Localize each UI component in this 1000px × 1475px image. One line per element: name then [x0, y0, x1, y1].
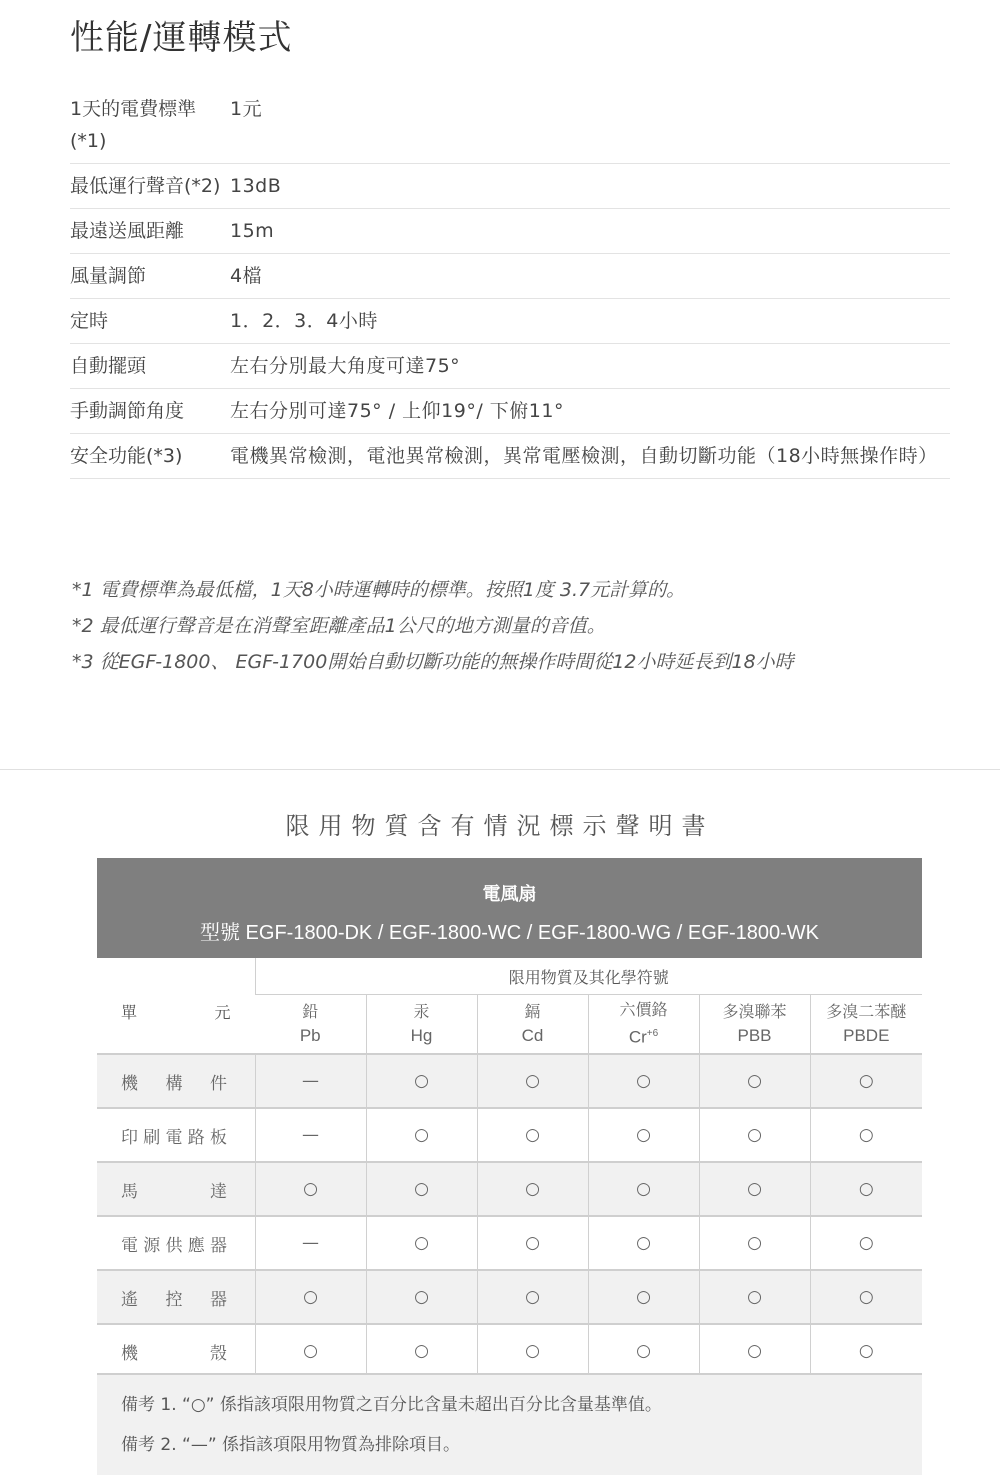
- substance-symbol: [478, 1024, 588, 1048]
- substance-value: ○: [477, 1270, 588, 1324]
- model-list: EGF-1800-DK / EGF-1800-WC / EGF-1800-WG / EGF-1800-WK: [245, 922, 820, 944]
- spec-label: 自動擺頭: [70, 355, 147, 377]
- spec-value: 4檔: [230, 265, 263, 287]
- table-row: [97, 1270, 922, 1324]
- spec-row: [70, 254, 950, 299]
- page-title: 性能/運轉模式: [70, 18, 293, 58]
- substance-value: ○: [588, 1108, 699, 1162]
- table-row: [97, 1324, 922, 1377]
- unit-name: [97, 1162, 255, 1216]
- substance-value: ○: [699, 1054, 810, 1108]
- substance-value: ○: [366, 1108, 477, 1162]
- spec-row: [70, 164, 950, 209]
- substance-value: ○: [366, 1270, 477, 1324]
- substance-value: ○: [810, 1162, 922, 1216]
- table-row: [97, 1054, 922, 1108]
- spec-row: [70, 209, 950, 254]
- substance-header: [366, 995, 477, 1055]
- unit-name-char: 板: [210, 1127, 227, 1148]
- substance-value: ○: [588, 1324, 699, 1377]
- substance-name: 汞: [413, 1002, 430, 1021]
- unit-name-char: 機: [121, 1343, 138, 1364]
- substance-value: ○: [255, 1270, 366, 1324]
- substance-value: ○: [366, 1216, 477, 1270]
- substance-value: ○: [477, 1162, 588, 1216]
- unit-name-char: 路: [187, 1127, 205, 1148]
- footnote: *1 電費標準為最低檔，1天8小時運轉時的標準。按照1度 3.7元計算的。: [72, 579, 686, 601]
- unit-name-char: 殼: [210, 1343, 227, 1364]
- spec-value: 13dB: [230, 175, 282, 197]
- unit-header-char: 元: [214, 1003, 231, 1022]
- substance-value: ○: [588, 1162, 699, 1216]
- substance-symbol: [367, 1024, 477, 1048]
- substance-header: [810, 995, 922, 1055]
- substance-symbol: [811, 1024, 923, 1048]
- substance-value: ○: [477, 1324, 588, 1377]
- substance-symbol: [589, 1022, 699, 1050]
- table-row: [97, 1216, 922, 1270]
- spec-label: 最遠送風距離: [70, 220, 185, 242]
- substance-name: 多溴聯苯: [722, 1002, 787, 1021]
- spec-value: 電機異常檢測，電池異常檢測，異常電壓檢測，自動切斷功能（18小時無操作時）: [230, 445, 938, 467]
- substance-value: —: [255, 1054, 366, 1108]
- unit-name-char: 器: [210, 1289, 227, 1310]
- unit-name-char: 印: [121, 1127, 138, 1148]
- substance-symbol-text: Cr: [628, 1027, 647, 1047]
- unit-name-char: 達: [210, 1181, 227, 1202]
- spec-row: [70, 389, 950, 434]
- substance-value: ○: [699, 1270, 810, 1324]
- substance-name: 六價鉻: [619, 1000, 668, 1020]
- substance-table: [97, 958, 922, 1377]
- substance-name: 多溴二苯醚: [826, 1002, 907, 1021]
- model-line: [97, 916, 922, 945]
- spec-row: [70, 87, 950, 164]
- model-label: 型號: [199, 922, 240, 944]
- spec-label: 定時: [70, 310, 109, 332]
- substance-symbol: [700, 1024, 810, 1048]
- spec-label: 1天的電費標準(*1): [70, 98, 197, 152]
- substance-symbol-text: PBDE: [843, 1026, 890, 1045]
- substance-value: ○: [477, 1054, 588, 1108]
- unit-name-char: 控: [165, 1289, 183, 1310]
- substance-value: ○: [477, 1108, 588, 1162]
- substance-value: —: [255, 1108, 366, 1162]
- footnote: *3 從EGF-1800、 EGF-1700開始自動切斷功能的無操作時間從12小時延長到18小時: [72, 651, 794, 673]
- spec-row: [70, 344, 950, 389]
- substance-value: ○: [588, 1054, 699, 1108]
- substance-symbol: [255, 1024, 366, 1048]
- substance-value: ○: [810, 1108, 922, 1162]
- spec-value: 左右分別可達75° / 上仰19°/ 下俯11°: [230, 400, 564, 422]
- substance-value: ○: [477, 1216, 588, 1270]
- substance-header: [255, 995, 366, 1055]
- declaration-header: [97, 858, 922, 958]
- substance-value: ○: [810, 1324, 922, 1377]
- spec-row: [70, 299, 950, 344]
- unit-name-char: 電: [121, 1235, 138, 1256]
- table-row: [97, 1108, 922, 1162]
- substance-header: [699, 995, 810, 1055]
- spec-label: 風量調節: [70, 265, 147, 287]
- unit-name-char: 件: [210, 1073, 227, 1094]
- spec-table: [70, 87, 950, 479]
- remarks: [97, 1373, 922, 1475]
- spec-value: 1．2．3．4小時: [230, 310, 378, 332]
- footnote: *2 最低運行聲音是在消聲室距離產品1公尺的地方測量的音值。: [72, 615, 606, 637]
- substance-symbol-sup: +6: [646, 1028, 659, 1040]
- substance-value: ○: [588, 1216, 699, 1270]
- remark: 備考 2. “—” 係指該項限用物質為排除項目。: [121, 1435, 461, 1455]
- unit-name-char: 馬: [121, 1181, 138, 1202]
- unit-name: [97, 1216, 255, 1270]
- table-row: [97, 1162, 922, 1216]
- spec-value: 1元: [230, 98, 263, 120]
- unit-name-char: 遙: [121, 1289, 138, 1310]
- substance-value: ○: [366, 1324, 477, 1377]
- unit-name-char: 應: [187, 1235, 205, 1256]
- unit-name-char: 供: [165, 1235, 183, 1256]
- product-name: 電風扇: [482, 884, 537, 904]
- substance-value: ○: [255, 1324, 366, 1377]
- unit-name-char: 源: [143, 1235, 161, 1256]
- spec-row: [70, 434, 950, 479]
- substance-value: ○: [588, 1270, 699, 1324]
- substance-value: ○: [366, 1162, 477, 1216]
- unit-header-char: 單: [121, 1003, 138, 1022]
- spec-value: 15m: [230, 220, 275, 242]
- unit-name-char: 刷: [143, 1127, 161, 1148]
- spec-label: 手動調節角度: [70, 400, 185, 422]
- unit-name-char: 機: [121, 1073, 138, 1094]
- substance-symbol-text: PBB: [737, 1026, 772, 1045]
- substance-name: 鉛: [302, 1002, 319, 1021]
- substance-symbol-text: Pb: [299, 1026, 321, 1045]
- substance-value: ○: [366, 1054, 477, 1108]
- unit-name: [97, 1108, 255, 1162]
- footnotes: [72, 572, 952, 680]
- substance-value: ○: [699, 1216, 810, 1270]
- remark: 備考 1. “○” 係指該項限用物質之百分比含量未超出百分比含量基準值。: [121, 1395, 662, 1415]
- substance-symbol-text: Hg: [410, 1026, 433, 1045]
- unit-name-char: 電: [165, 1127, 183, 1148]
- substance-value: ○: [810, 1054, 922, 1108]
- substance-value: ○: [810, 1270, 922, 1324]
- unit-name: [97, 1270, 255, 1324]
- substance-value: ○: [810, 1216, 922, 1270]
- unit-name-char: 器: [210, 1235, 227, 1256]
- substance-value: —: [255, 1216, 366, 1270]
- spec-label: 最低運行聲音(*2): [70, 175, 221, 197]
- unit-header: [97, 958, 255, 1054]
- substance-header: [477, 995, 588, 1055]
- spec-label: 安全功能(*3): [70, 445, 183, 467]
- substance-value: ○: [255, 1162, 366, 1216]
- substance-symbol-text: Cd: [521, 1026, 544, 1045]
- substance-header: [588, 995, 699, 1055]
- declaration-title: 限用物質含有情況標示聲明書: [285, 812, 715, 840]
- unit-name: [97, 1054, 255, 1108]
- substance-group-header: 限用物質及其化學符號: [255, 958, 922, 995]
- spec-value: 左右分別最大角度可達75°: [230, 355, 461, 377]
- substance-value: ○: [699, 1324, 810, 1377]
- substance-value: ○: [699, 1162, 810, 1216]
- substance-value: ○: [699, 1108, 810, 1162]
- substance-name: 鎘: [524, 1002, 541, 1021]
- section-divider: [0, 769, 1000, 770]
- unit-name-char: 構: [165, 1073, 183, 1094]
- unit-name: [97, 1324, 255, 1377]
